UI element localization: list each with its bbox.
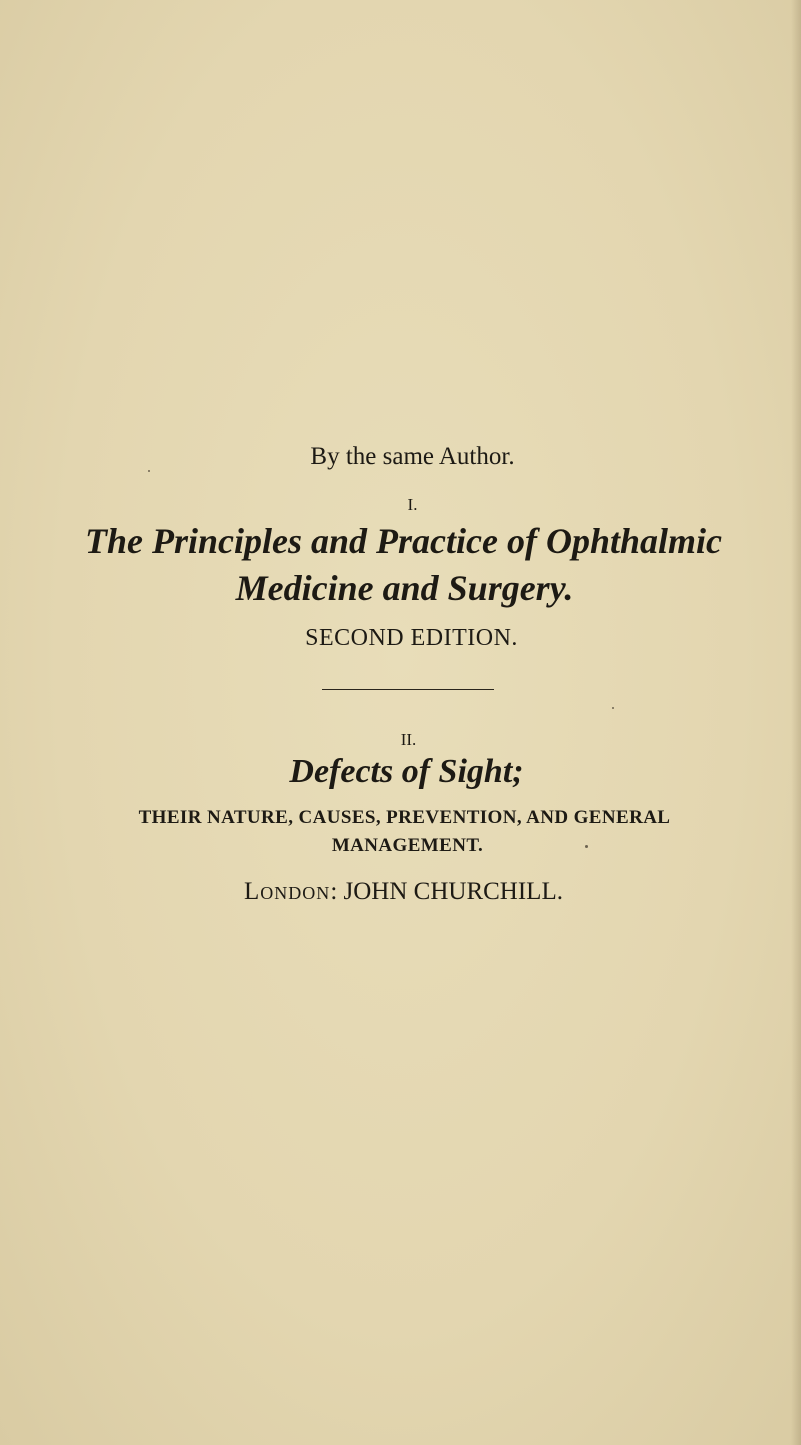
publisher-imprint	[3, 878, 801, 906]
work-2-subtitle-line-2: MANAGEMENT.	[331, 835, 484, 856]
work-1-title-line-2: Medicine and Surgery.	[235, 568, 574, 608]
imprint-separator: :	[330, 878, 338, 905]
byline: By the same Author.	[310, 443, 515, 470]
work-1-number: I.	[407, 495, 418, 514]
work-2-title: Defects of Sight;	[289, 753, 524, 790]
work-2-subtitle-line-1: THEIR NATURE, CAUSES, PREVENTION, AND GENERAL	[138, 807, 671, 828]
imprint-place: London	[244, 878, 331, 905]
page-edge-shadow	[791, 0, 801, 1445]
work-1-title-line-1: The Principles and Practice of Ophthalmic	[85, 521, 722, 561]
imprint-publisher: JOHN CHURCHILL.	[343, 878, 563, 905]
paper-speck	[612, 707, 614, 709]
work-1-edition: SECOND EDITION.	[305, 625, 518, 651]
work-2-number: II.	[400, 730, 417, 749]
paper-speck	[148, 470, 150, 472]
paper-speck	[585, 845, 588, 848]
section-divider-rule	[322, 689, 494, 690]
